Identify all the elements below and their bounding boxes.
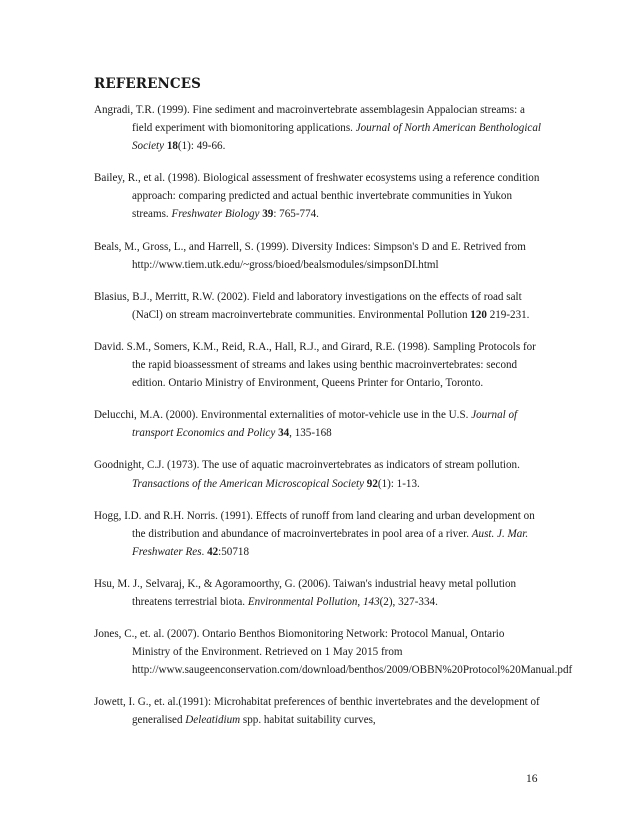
reference-text: Blasius, B.J., Merritt, R.W. (2002). Field and laboratory investigations on the effects of road salt (NaCl) on stream macroinvertebrate communities. Environmental Pollution <box>94 290 522 321</box>
reference-text: :50718 <box>218 545 249 558</box>
reference-text: spp. habitat suitability curves, <box>240 714 376 727</box>
references-heading: REFERENCES <box>94 76 202 92</box>
reference-text: (1): 49-66. <box>177 140 226 153</box>
reference-text: 34 <box>278 427 290 440</box>
reference-text: Beals, M., Gross, L., and Harrell, S. (1999). Diversity Indices: Simpson's D and E. Retrived from http://www.tiem.utk.edu/~gross/bioed/bealsmodules/simpsonDI.html <box>94 240 526 271</box>
reference-entry <box>94 169 544 223</box>
reference-entry <box>94 693 544 729</box>
reference-text: 39 <box>262 208 274 221</box>
reference-text: Aust. J. Mar. Freshwater Res <box>132 527 529 558</box>
reference-entry <box>94 456 544 492</box>
reference-text: 219-231. <box>486 308 530 321</box>
reference-entry <box>94 238 544 274</box>
reference-text: Journal of transport Economics and Policy <box>132 409 518 440</box>
reference-text: David. S.M., Somers, K.M., Reid, R.A., Hall, R.J., and Girard, R.E. (1998). Sampling Protocols for the rapid bioassessment of streams and lakes using benthic macroinvertebrates: second edition. Ontario Ministry of Environment, Queens Printer for Ontario, Toronto. <box>94 340 536 390</box>
reference-text: Journal of North American Benthological Society <box>132 122 541 153</box>
reference-text: , 135-168 <box>289 427 332 440</box>
reference-entry <box>94 288 544 324</box>
reference-text: Freshwater Biology <box>171 208 263 221</box>
page-number: 16 <box>526 773 538 785</box>
reference-text: Hogg, I.D. and R.H. Norris. (1991). Effects of runoff from land clearing and urban development on the distribution and abundance of macroinvertebrates in pool area of a river. <box>94 509 535 540</box>
reference-text: . <box>201 545 208 558</box>
reference-text: Transactions of the American Microscopical Society <box>132 477 367 490</box>
reference-text: (1): 1-13. <box>377 477 420 490</box>
reference-text: 42 <box>207 545 219 558</box>
references-list <box>94 101 573 744</box>
reference-text: 92 <box>366 477 378 490</box>
reference-entry <box>94 575 544 611</box>
reference-entry <box>94 406 544 442</box>
reference-text: Deleatidium <box>185 714 241 727</box>
reference-entry <box>94 338 544 392</box>
reference-text: 18 <box>166 140 178 153</box>
reference-entry <box>94 101 544 155</box>
reference-text: Jones, C., et. al. (2007). Ontario Benthos Biomonitoring Network: Protocol Manual, Ontario Ministry of the Environment. Retrieved on 1 May 2015 from http://www.saugeenconservation.com/download/benthos/2009/OBBN%20Protocol%20Manual.pdf <box>94 628 573 677</box>
reference-text: Delucchi, M.A. (2000). Environmental externalities of motor-vehicle use in the U.S. <box>94 409 472 422</box>
reference-text: (2), 327-334. <box>379 595 438 608</box>
reference-text: 143 <box>362 595 380 608</box>
reference-text: : 765-774. <box>273 208 319 221</box>
reference-text: Goodnight, C.J. (1973). The use of aquatic macroinvertebrates as indicators of stream pollution. <box>94 459 520 472</box>
reference-entry <box>94 507 544 561</box>
reference-entry <box>94 625 573 679</box>
reference-text: 120 <box>470 308 487 321</box>
reference-text: , <box>357 595 363 608</box>
reference-text: Environmental Pollution <box>247 595 358 608</box>
reference-text: Bailey, R., et al. (1998). Biological assessment of freshwater ecosystems using a reference condition approach: comparing predicted and actual benthic invertebrate communities in Yukon streams. <box>94 172 540 221</box>
reference-text: Hsu, M. J., Selvaraj, K., & Agoramoorthy, G. (2006). Taiwan's industrial heavy metal pollution threatens terrestrial biota. <box>94 577 517 608</box>
reference-text: Angradi, T.R. (1999). Fine sediment and macroinvertebrate assemblagesin Appalocian streams: a field experiment with biomonitoring applications. <box>94 104 525 135</box>
reference-text: Jowett, I. G., et. al.(1991): Microhabitat preferences of benthic invertebrates and the development of generalised <box>94 696 540 727</box>
